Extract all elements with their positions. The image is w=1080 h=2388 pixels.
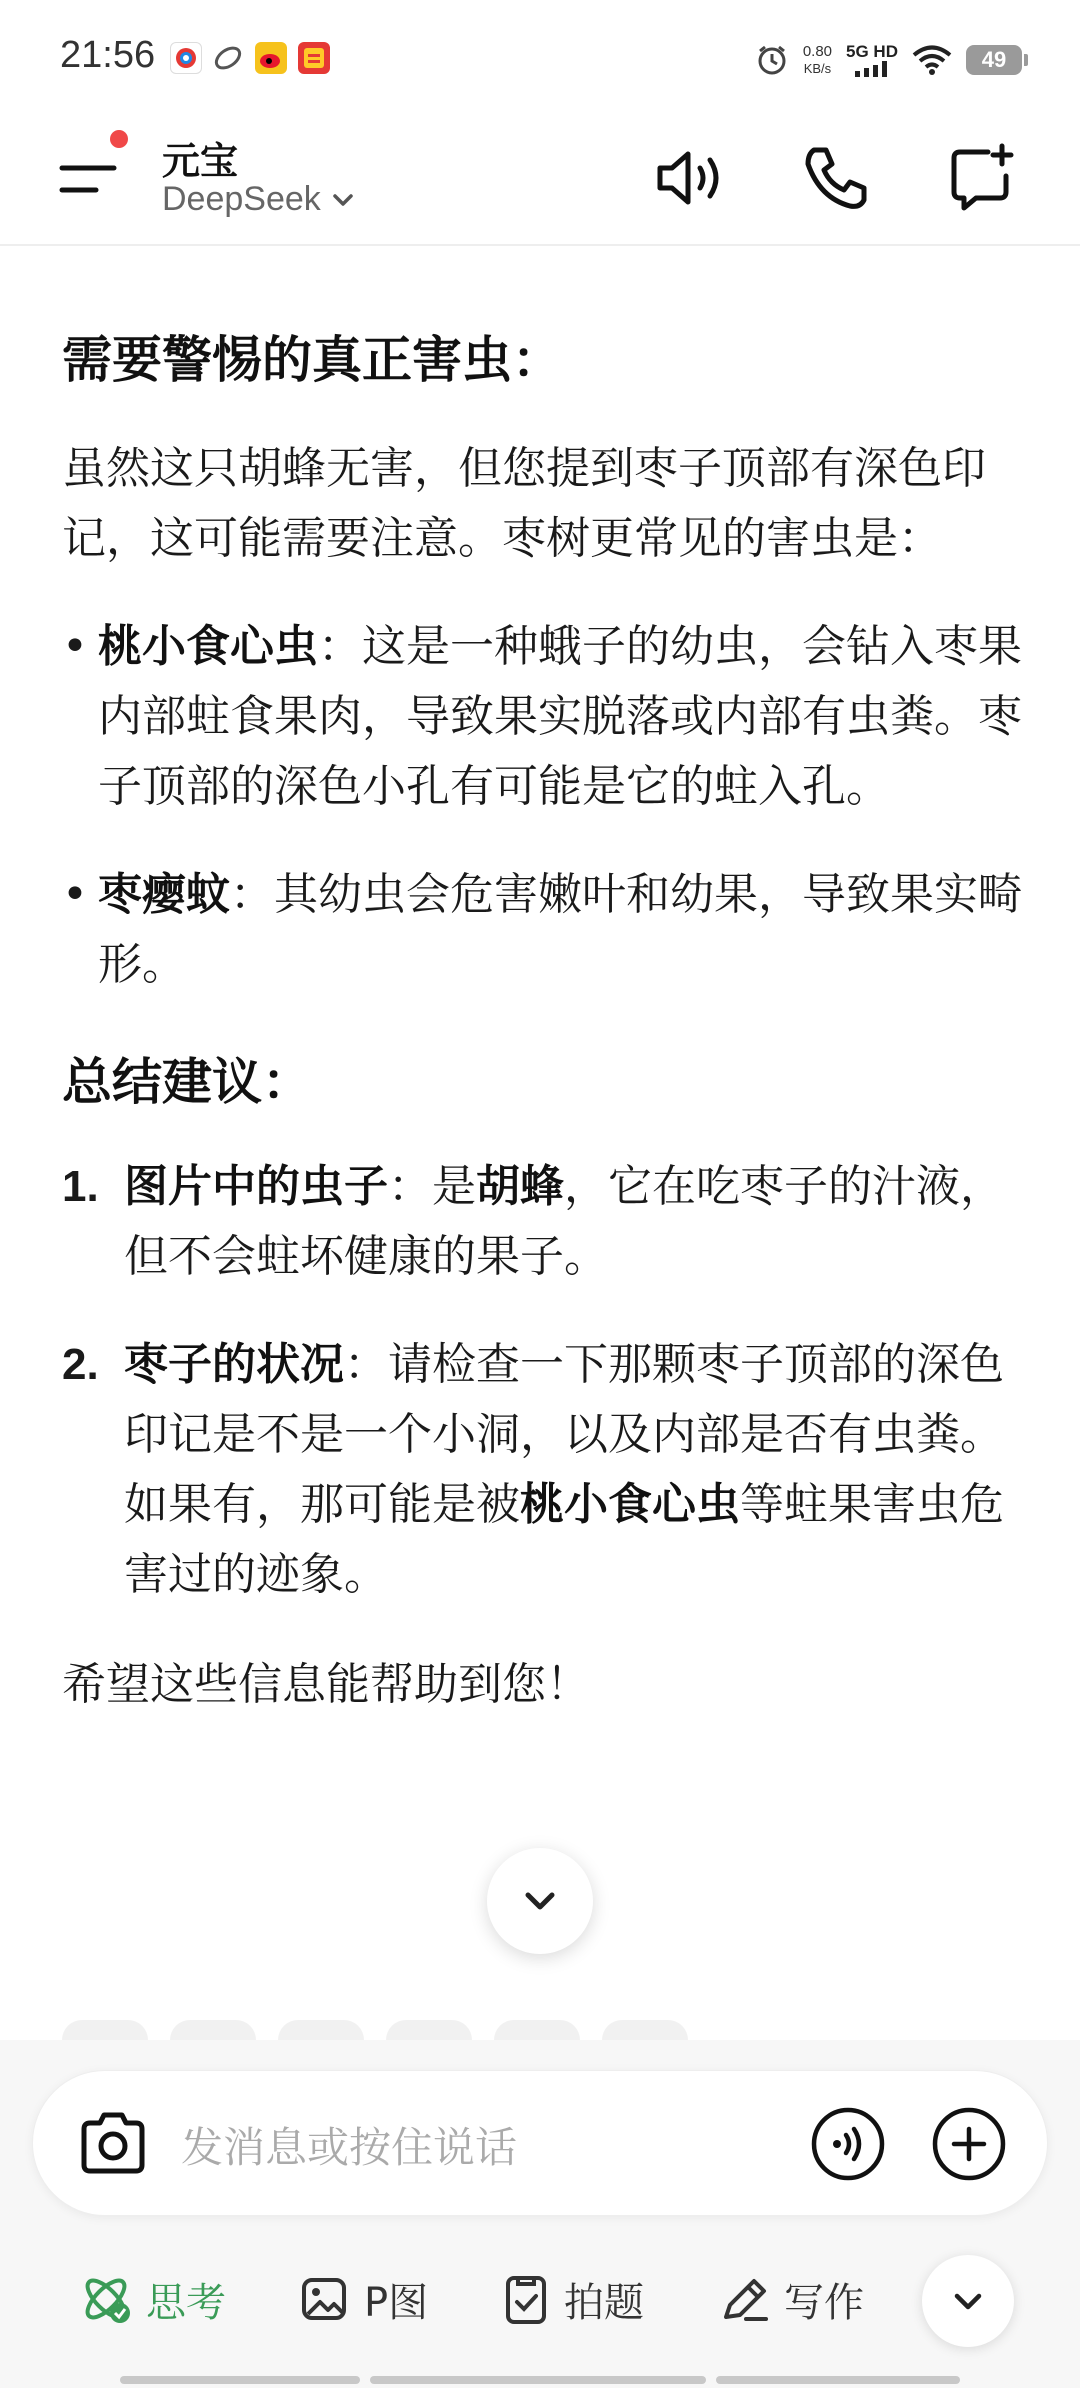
expand-toolbar-button[interactable] [922,2255,1014,2347]
signal [846,43,898,77]
speaker-icon [652,140,728,216]
app-header [0,118,1080,246]
home-indicator [120,2376,360,2384]
wifi-icon [912,44,952,76]
camera-button[interactable] [73,2104,153,2184]
feature-toolbar [0,2250,1080,2350]
pest-desc: ：其幼虫会危害嫩叶和幼果，导致果实畸形。 [98,869,1022,990]
read-aloud-button[interactable] [650,138,730,218]
list-item [62,1152,1022,1292]
model-selector[interactable] [162,180,357,219]
p-image-button[interactable] [298,2264,428,2334]
message-input-bar[interactable] [32,2070,1048,2216]
bullet-dot: • [62,869,88,920]
photo-question-button[interactable] [500,2264,644,2334]
summary-bold: 胡蜂 [476,1161,564,1212]
chat-message [62,300,1022,1720]
heading-summary: 总结建议： [62,1053,312,1111]
intro-paragraph: 虽然这只胡蜂无害，但您提到枣子顶部有深色印记，这可能需要注意。枣树更常见的害虫是： [62,443,986,564]
model-name: DeepSeek [162,180,321,218]
plus-icon [930,2105,1008,2183]
action-chip[interactable] [62,2020,148,2040]
signal-bars-icon [854,61,890,77]
phone-icon [800,142,872,214]
chevron-down-icon [948,2281,988,2321]
net-speed-unit: KB/s [803,61,832,76]
action-chip[interactable] [386,2020,472,2040]
action-chip[interactable] [494,2020,580,2040]
new-chat-icon [946,142,1018,214]
clipboard-check-icon [500,2272,552,2326]
chevron-down-icon [329,186,357,214]
battery-indicator: 49 [966,45,1022,75]
pest-name: 枣瘿蚊 [98,869,230,920]
action-chip[interactable] [602,2020,688,2040]
pest-name: 桃小食心虫 [98,621,318,672]
action-chip[interactable] [278,2020,364,2040]
new-chat-button[interactable] [942,138,1022,218]
voice-call-button[interactable] [808,2104,888,2184]
weibo-icon [255,42,287,74]
status-right [755,38,1022,82]
write-button[interactable] [716,2264,864,2334]
list-number: 2. [62,1340,99,1389]
photo-question-label: 拍题 [564,2279,644,2326]
image-edit-icon [298,2272,352,2326]
app-notification-icon [170,42,202,74]
pest-list [62,612,1022,1000]
alarm-icon [755,43,789,77]
pen-icon [716,2271,772,2327]
summary-label: 图片中的虫子 [124,1161,388,1212]
list-number: 1. [62,1162,99,1211]
pest-desc: ：这是一种蛾子的幼虫，会钻入枣果内部蛀食果肉，导致果实脱落或内部有虫粪。枣子顶部的深色小孔有可能是它的蛀入孔。 [98,621,1022,812]
list-item [62,612,1022,822]
menu-button[interactable] [56,144,126,214]
network-type: 5G HD [846,42,898,61]
summary-text: 等蛀果害虫危害过的迹象。 [124,1479,1004,1600]
summary-text: ，它在吃枣子的汁液，但不会蛀坏健康的果子。 [124,1161,1004,1282]
scroll-to-bottom-button[interactable] [487,1848,593,1954]
status-time: 21:56 [60,34,156,76]
taobao-icon [298,42,330,74]
message-input[interactable]: 发消息或按住说话 [181,2123,518,2172]
action-chips [62,2020,688,2040]
net-speed-value: 0.80 [802,43,833,60]
net-speed [803,43,832,77]
closing-paragraph: 希望这些信息能帮助到您！ [62,1659,590,1710]
camera-icon [74,2105,152,2183]
list-item [62,1330,1022,1610]
think-label: 思考 [146,2279,226,2326]
summary-bold: 桃小食心虫 [520,1479,740,1530]
home-indicator [716,2376,960,2384]
summary-text: ：请检查一下那颗枣子顶部的深色印记是不是一个小洞，以及内部是否有虫粪。如果有，那可能是被 [124,1339,1004,1530]
action-chip[interactable] [170,2020,256,2040]
think-icon [78,2271,134,2327]
menu-icon [56,144,126,214]
status-bar [0,0,1080,118]
list-item [62,860,1022,1000]
summary-label: 枣子的状况 [124,1339,344,1390]
add-button[interactable] [929,2104,1009,2184]
chevron-down-icon [518,1879,562,1923]
think-button[interactable] [78,2264,226,2334]
p-image-label: P图 [364,2279,429,2326]
notification-dot [110,130,128,148]
page-title: 元宝 [162,139,239,183]
summary-list [62,1152,1022,1610]
voice-wave-icon [809,2105,887,2183]
home-indicator [370,2376,706,2384]
call-button[interactable] [796,138,876,218]
app-notification-icon [212,42,244,74]
write-label: 写作 [784,2279,864,2326]
summary-text: ：是 [388,1161,476,1212]
heading-pests: 需要警惕的真正害虫： [62,331,562,389]
bullet-dot: • [62,621,88,672]
